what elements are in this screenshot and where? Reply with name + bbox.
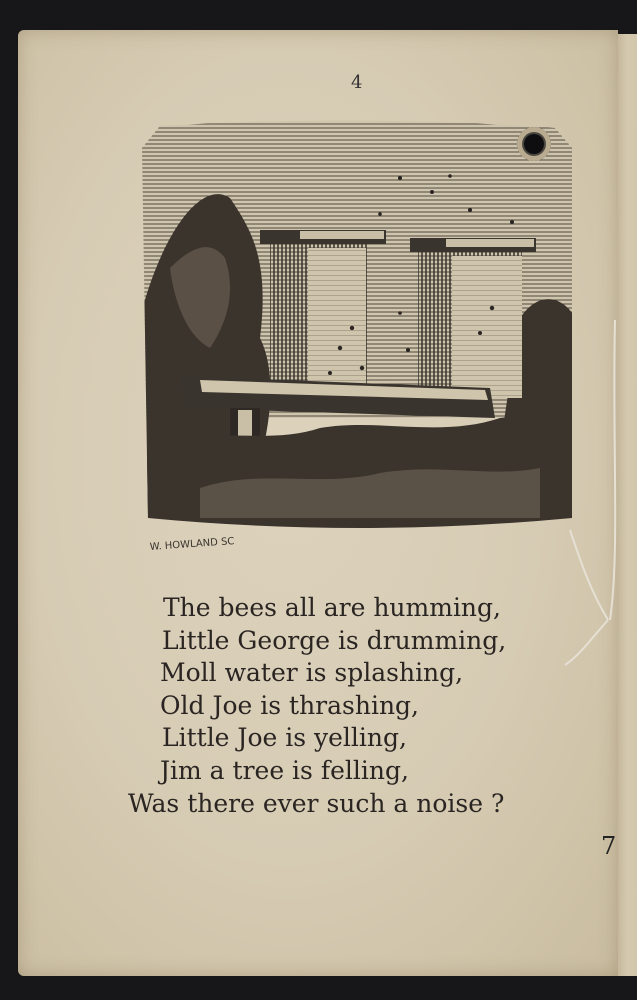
poem-line: Jim a tree is felling,	[160, 755, 409, 785]
poem	[128, 592, 598, 820]
engraver-credit: W. HOWLAND SC	[149, 536, 235, 553]
punch-hole	[517, 127, 551, 161]
beehives-engraving	[140, 118, 575, 558]
poem-line: Old Joe is thrashing,	[160, 690, 420, 720]
poem-line: Was there ever such a noise ?	[128, 788, 505, 818]
poem-line: Little George is drumming,	[162, 625, 507, 655]
poem-line: Little Joe is yelling,	[162, 723, 407, 753]
page-number: 4	[351, 72, 363, 93]
poem-line: The bees all are humming,	[163, 593, 501, 622]
signature-mark: 7	[601, 832, 617, 860]
poem-line: Moll water is splashing,	[160, 658, 464, 688]
